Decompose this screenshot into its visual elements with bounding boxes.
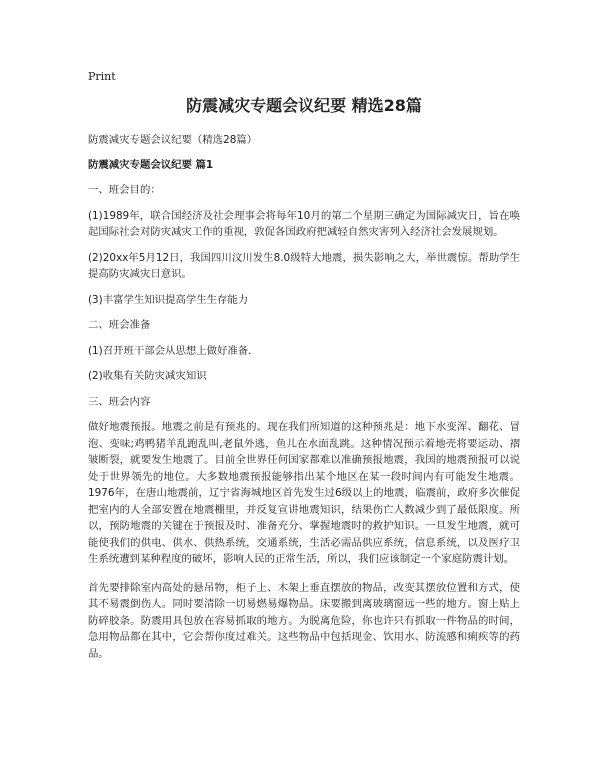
- paragraph-heading-content: 三、班会内容: [88, 395, 151, 408]
- section-title: 防震减灾专题会议纪要 篇1: [88, 158, 214, 171]
- print-link[interactable]: Print: [88, 70, 116, 83]
- paragraph-earthquake-forecast: 做好地震预报。地震之前是有预兆的。现在我们所知道的这种预兆是：地下水变浑、翻花、冒泡、变味;鸡鸭猪羊乱跑乱叫,老鼠外逃，鱼儿在水面乱跳。这种情况预示着地壳将要运动、褶皱断裂，就要发生地震了。目前全世界任何国家都难以准确预报地震，我国的地震预报可以说处于世界领先的地位。大多数地震预报能够指出某个地区在某一段时间内有可能发生地震。1976年，在唐山地震前，辽宁省海城地区首先发生过6级以上的地震，临震前，政府多次催促把室内的人全部安置在地震棚里，并反复宣讲地震知识，结果伤亡人数减少到了最低限度。所以，预防地震的关键在于预报及时、准备充分、掌握地震时的救护知识。一旦发生地震，就可能使我们的供电、供水、供热系统，交通系统，生活必需品供应系统，信息系统，以及医疗卫生系统遭到某种程度的破坏，影响人民的正常生活，所以，我们应该制定一个家庭防震计划。: [88, 421, 520, 565]
- document-body: [88, 132, 520, 662]
- paragraph-prep-2: (2)收集有关防灾减灾知识: [88, 370, 207, 382]
- paragraph-prep-1: (1)召开班干部会从思想上做好准备.: [88, 344, 252, 357]
- paragraph-goal-3: (3)丰富学生知识提高学生生存能力: [88, 293, 249, 306]
- document-subtitle: 防震减灾专题会议纪要（精选28篇）: [88, 134, 258, 146]
- paragraph-heading-goals: 一、班会目的：: [88, 184, 161, 196]
- page-title: 防震减灾专题会议纪要 精选28篇: [186, 96, 422, 115]
- paragraph-heading-preparation: 二、班会准备: [88, 319, 151, 331]
- paragraph-home-preparation: 首先要排除室内高处的悬吊物，柜子上、木架上垂直摆放的物品，改变其摆放位置和方式，使其不易震倒伤人。同时要清除一切易燃易爆物品。床要搬到离玻璃窗远一些的地方。窗上贴上防碎胶条。防震用具包放在容易抓取的地方。为脱离危险，你也许只有抓取一件物品的时间，急用物品都在其中，它会帮你度过难关。这些物品中包括现金、饮用水、防流感和痢疾等的药品。: [88, 581, 520, 660]
- paragraph-goal-1: (1)1989年，联合国经济及社会理事会将每年10月的第二个星期三确定为国际减灾日，旨在唤起国际社会对防灾减灾工作的重视，敦促各国政府把减轻自然灾害列入经济社会发展规划。: [88, 209, 520, 238]
- paragraph-goal-2: (2)20xx年5月12日，我国四川汶川发生8.0级特大地震，损失影响之大，举世震惊。帮助学生提高防灾减灾日意识。: [88, 251, 520, 280]
